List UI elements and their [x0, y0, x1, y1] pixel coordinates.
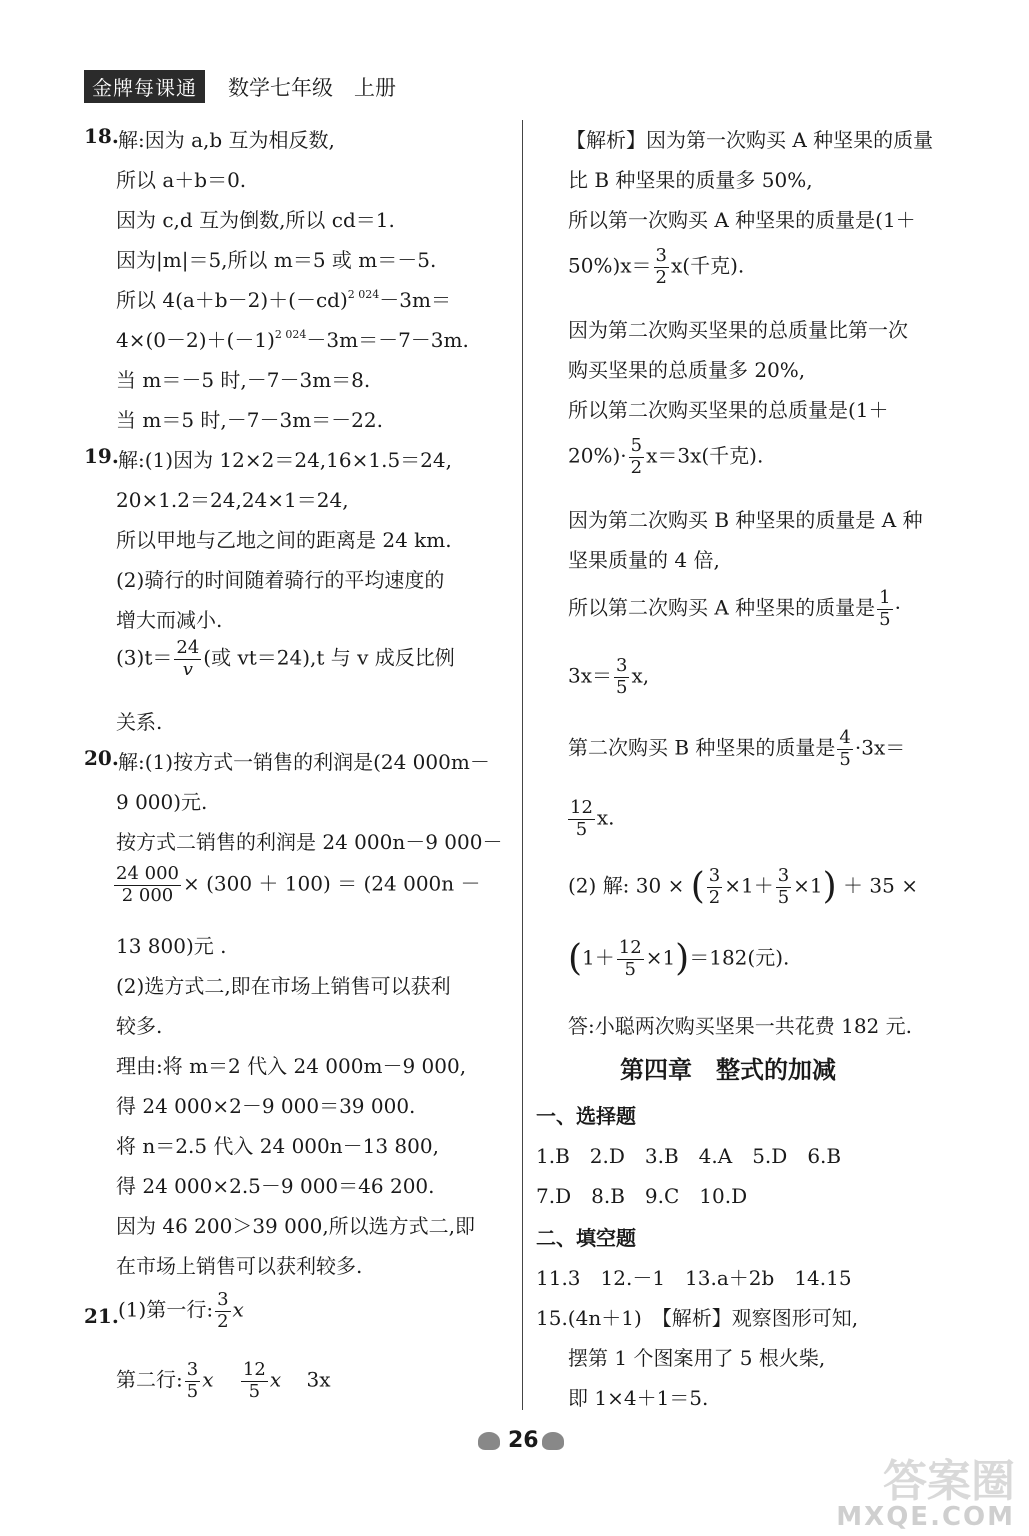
column-divider [522, 120, 523, 1410]
text-line: 解:因为 a,b 互为相反数, [118, 128, 335, 152]
fraction [629, 436, 644, 478]
text-line [568, 656, 649, 698]
text-part: (3)t＝ [116, 645, 173, 670]
denominator: 5 [624, 958, 636, 980]
text-line [568, 436, 763, 478]
text-line [116, 638, 455, 680]
text-line [116, 1360, 331, 1402]
text-part: －3m＝ [379, 288, 451, 312]
paren-open: ( [568, 938, 583, 980]
text-part: x. [596, 805, 615, 830]
text-part: 1＋ [582, 945, 615, 970]
text-line [568, 866, 918, 908]
brand-label: 金牌每课通 [84, 70, 205, 103]
denominator: 5 [616, 676, 628, 698]
denominator: 5 [248, 1380, 261, 1402]
text-line: 解:(1)按方式一销售的利润是(24 000m－ [118, 750, 490, 774]
numerator: 5 [630, 435, 643, 456]
text-part: x, [631, 663, 650, 688]
numerator: 12 [570, 797, 593, 818]
denominator: 2 [708, 886, 721, 908]
text-part: ×1 [793, 873, 823, 898]
text-part: 所以第二次购买 A 种坚果的质量是 [568, 595, 876, 620]
variable: x [232, 1297, 244, 1322]
answer-line: 1.B 2.D 3.B 4.A 5.D 6.B [536, 1144, 842, 1168]
numerator: 3 [777, 865, 790, 886]
question-number: 20. [84, 746, 119, 770]
text-part: 第二行: [116, 1367, 183, 1392]
text-line: 【解析】因为第一次购买 A 种坚果的质量 [566, 128, 934, 152]
denominator: 2 [630, 456, 643, 478]
text-line: 比 B 种坚果的质量多 50%, [568, 168, 813, 192]
text-part: ＋ 35 × [843, 873, 918, 898]
text-line: (2)骑行的时间随着骑行的平均速度的 [116, 568, 445, 592]
variable: x [269, 1367, 282, 1392]
text-line: 因为第二次购买 B 种坚果的质量是 A 种 [568, 508, 923, 532]
text-line: 在市场上销售可以获利较多. [116, 1254, 363, 1278]
text-part: (2) 解: 30 × [568, 873, 685, 898]
fraction [614, 656, 629, 698]
answer-line: 即 1×4＋1＝5. [568, 1386, 709, 1410]
text-part: x＝3x(千克). [646, 443, 764, 468]
numerator: 4 [839, 727, 851, 748]
text-line [112, 864, 481, 906]
text-part: ＝182(元). [689, 945, 790, 970]
numerator: 1 [879, 587, 891, 608]
text-part: 3x [306, 1367, 331, 1392]
numerator: 3 [186, 1359, 199, 1380]
denominator: 5 [575, 818, 588, 840]
denominator: 2 [655, 266, 667, 288]
fraction [877, 588, 892, 630]
numerator: 3 [655, 245, 667, 266]
fraction [174, 638, 201, 680]
question-number: 21. [84, 1304, 119, 1328]
fraction [617, 938, 644, 980]
text-line: 所以第一次购买 A 种坚果的质量是(1＋ [568, 208, 916, 232]
fraction [568, 798, 595, 840]
text-line: (2)选方式二,即在市场上销售可以获利 [116, 974, 451, 998]
fraction [114, 864, 181, 906]
exponent: 2 024 [347, 288, 380, 301]
numerator: 3 [616, 655, 628, 676]
answer-line: 7.D 8.B 9.C 10.D [536, 1184, 748, 1208]
text-part: ×1＋ [724, 873, 774, 898]
paren-open: ( [690, 866, 705, 908]
text-line: 将 n＝2.5 代入 24 000n－13 800, [116, 1134, 439, 1158]
text-part: 50%)x＝ [568, 253, 652, 278]
page-number: 26 [508, 1428, 539, 1453]
numerator: 3 [217, 1289, 229, 1310]
text-part: ×1 [645, 945, 676, 970]
numerator: 12 [242, 1359, 266, 1380]
text-part: × (300 ＋ 100) ＝ (24 000n － [182, 871, 481, 896]
fraction [241, 1360, 268, 1402]
text-line: 坚果质量的 4 倍, [568, 548, 720, 572]
text-line [116, 324, 469, 353]
text-line: 当 m＝－5 时,－7－3m＝8. [116, 368, 371, 392]
variable: x [202, 1367, 214, 1392]
denominator: 2 000 [121, 884, 174, 906]
fraction [776, 866, 791, 908]
text-part: 所以 4(a＋b－2)＋(－cd) [116, 288, 348, 312]
text-line: 得 24 000×2－9 000＝39 000. [116, 1094, 416, 1118]
text-line: 理由:将 m＝2 代入 24 000m－9 000, [116, 1054, 467, 1078]
text-line [118, 1290, 244, 1332]
text-part: ·3x＝ [854, 735, 906, 760]
text-line: 按方式二销售的利润是 24 000n－9 000－ [116, 830, 503, 854]
text-line: 答:小聪两次购买坚果一共花费 182 元. [568, 1014, 912, 1038]
fraction [185, 1360, 200, 1402]
text-line: 关系. [116, 710, 163, 734]
text-part: 4×(0－2)＋(－1) [116, 328, 275, 352]
text-line: 当 m＝5 时,－7－3m＝－22. [116, 408, 383, 432]
answer-line: 摆第 1 个图案用了 5 根火柴, [568, 1346, 826, 1370]
text-line: 得 24 000×2.5－9 000＝46 200. [116, 1174, 435, 1198]
answer-line: 11.3 12.－1 13.a＋2b 14.15 [536, 1266, 852, 1290]
denominator: 5 [777, 886, 790, 908]
chapter-title: 第四章 整式的加减 [620, 1056, 836, 1084]
text-part: 20%)· [568, 443, 627, 468]
text-line: 13 800)元 . [116, 934, 227, 958]
watermark [836, 1456, 1015, 1532]
text-line: 因为 46 200＞39 000,所以选方式二,即 [116, 1214, 476, 1238]
question-number: 19. [84, 444, 119, 468]
text-part: －3m＝－7－3m. [306, 328, 469, 352]
text-line [568, 728, 905, 770]
text-line [566, 798, 615, 840]
section-heading: 二、填空题 [536, 1226, 636, 1250]
fraction [654, 246, 669, 288]
text-line: 因为|m|＝5,所以 m＝5 或 m＝－5. [116, 248, 437, 272]
leaf-icon [542, 1432, 564, 1450]
denominator: 5 [879, 608, 891, 630]
denominator: 5 [186, 1380, 199, 1402]
text-line [568, 588, 901, 630]
text-line: 20×1.2＝24,24×1＝24, [116, 488, 349, 512]
text-line: 9 000)元. [116, 790, 208, 814]
text-part: · [894, 595, 901, 620]
denominator: v [182, 658, 193, 680]
exponent: 2 024 [274, 328, 307, 341]
text-line: 所以 a＋b＝0. [116, 168, 247, 192]
text-line [116, 284, 451, 313]
fraction [215, 1290, 230, 1332]
text-part: 第二次购买 B 种坚果的质量是 [568, 735, 836, 760]
book-title: 数学七年级 上册 [228, 76, 396, 100]
numerator: 3 [708, 865, 721, 886]
paren-close: ) [675, 938, 690, 980]
denominator: 5 [839, 748, 851, 770]
numerator: 24 [176, 637, 200, 658]
section-heading: 一、选择题 [536, 1104, 636, 1128]
text-line: 解:(1)因为 12×2＝24,16×1.5＝24, [118, 448, 452, 472]
paren-close: ) [822, 866, 837, 908]
text-line: 因为第二次购买坚果的总质量比第一次 [568, 318, 908, 342]
text-part: x(千克). [671, 253, 745, 278]
leaf-icon [478, 1432, 500, 1450]
fraction [837, 728, 852, 770]
text-part: 3x＝ [568, 663, 613, 688]
text-part: (或 vt＝24),t 与 v 成反比例 [203, 645, 455, 670]
text-line [568, 938, 789, 980]
text-line: 所以甲地与乙地之间的距离是 24 km. [116, 528, 452, 552]
text-line: 购买坚果的总质量多 20%, [568, 358, 806, 382]
denominator: 2 [217, 1310, 229, 1332]
answer-line: 15.(4n＋1) 【解析】观察图形可知, [536, 1306, 859, 1330]
question-number: 18. [84, 124, 119, 148]
text-part: (1)第一行: [118, 1297, 214, 1322]
fraction [707, 866, 722, 908]
watermark-text: 答案圈 [883, 1456, 1015, 1507]
numerator: 12 [618, 937, 642, 958]
text-line: 因为 c,d 互为倒数,所以 cd＝1. [116, 208, 395, 232]
text-line: 增大而减小. [116, 608, 223, 632]
text-line [568, 246, 744, 288]
numerator: 24 000 [116, 863, 179, 884]
text-line: 所以第二次购买坚果的总质量是(1＋ [568, 398, 889, 422]
watermark-url: MXQE.COM [836, 1502, 1015, 1532]
text-line: 较多. [116, 1014, 163, 1038]
